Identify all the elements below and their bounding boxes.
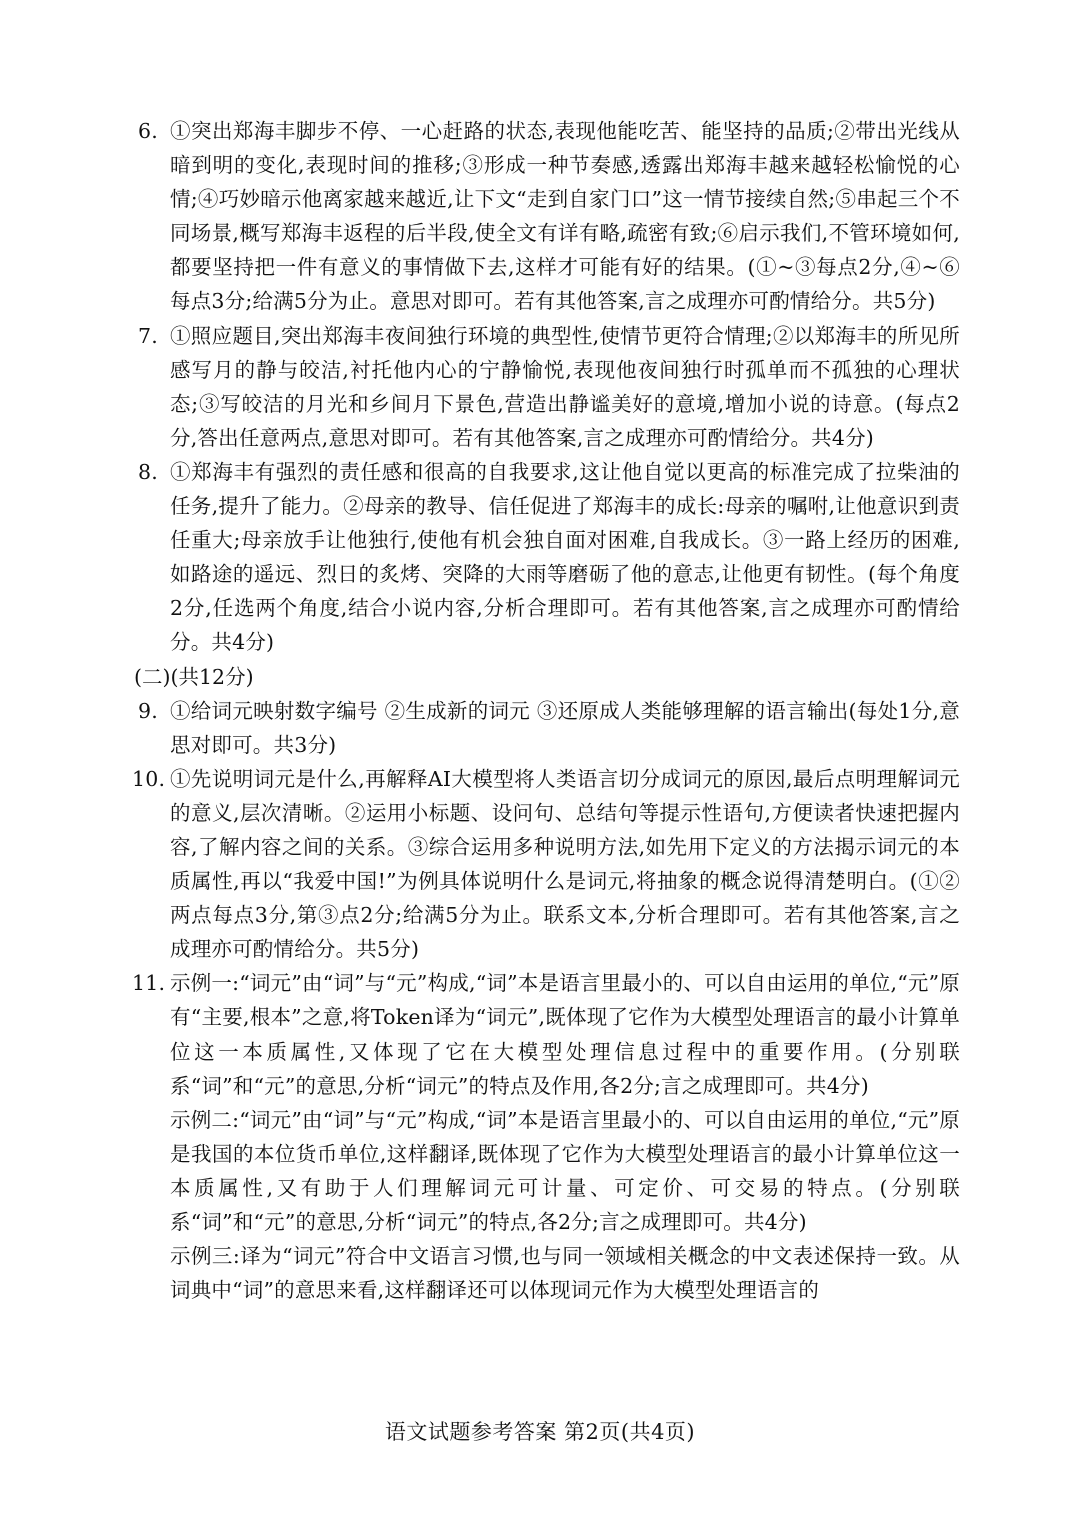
item-number: 7. <box>138 323 158 348</box>
example-one-text: 示例一:“词元”由“词”与“元”构成,“词”本是语言里最小的、可以自由运用的单位,“元”原有“主要,根本”之意,将Token译为“词元”,既体现了它作为大模型处理语言的最小计算单位这一本质属性,又体现了它在大模型处理信息过程中的重要作用。(分别联系“词”和“元”的意思,分析“词元”的特点及作用,各2分;言之成理即可。共4分) <box>170 971 960 1098</box>
item-number: 9. <box>138 698 158 723</box>
answer-item-6 <box>138 114 960 319</box>
item-number: 6. <box>138 119 158 143</box>
item-number: 8. <box>138 459 158 484</box>
answer-item-10 <box>132 762 960 967</box>
item-number: 11. <box>132 971 166 996</box>
item-text: ①先说明词元是什么,再解释AI大模型将人类语言切分成词元的原因,最后点明理解词元的意义,层次清晰。②运用小标题、设问句、总结句等提示性语句,方便读者快速把握内容,了解内容之间的关系。③综合运用多种说明方法,如先用下定义的方法揭示词元的本质属性,再以“我爱中国!”为例具体说明什么是词元,将抽象的概念说得清楚明白。(①②两点每点3分,第③点2分;给满5分为止。联系文本,分析合理即可。若有其他答案,言之成理亦可酌情给分。共5分) <box>170 766 960 962</box>
example-two-text: 示例二:“词元”由“词”与“元”构成,“词”本是语言里最小的、可以自由运用的单位,“元”原是我国的本位货币单位,这样翻译,既体现了它作为大模型处理语言的最小计算单位这一本质属性,又有助于人们理解词元可计量、可定价、可交易的特点。(分别联系“词”和“元”的意思,分析“词元”的特点,各2分;言之成理即可。共4分) <box>170 1107 960 1234</box>
page-content <box>132 114 960 1307</box>
answer-item-7 <box>138 319 960 455</box>
example-three-text: 示例三:译为“词元”符合中文语言习惯,也与同一领域相关概念的中文表述保持一致。从词典中“词”的意思来看,这样翻译还可以体现词元作为大模型处理语言的 <box>170 1244 960 1303</box>
answer-item-9 <box>138 694 960 762</box>
item-text: ①突出郑海丰脚步不停、一心赶路的状态,表现他能吃苦、能坚持的品质;②带出光线从暗到明的变化,表现时间的推移;③形成一种节奏感,透露出郑海丰越来越轻松愉悦的心情;④巧妙暗示他离家越来越近,让下文“走到自家门口”这一情节接续自然;⑤串起三个不同场景,概写郑海丰返程的后半段,使全文有详有略,疏密有致;⑥启示我们,不管环境如何,都要坚持把一件有意义的事情做下去,这样才可能有好的结果。(①~③每点2分,④~⑥每点3分;给满5分为止。意思对即可。若有其他答案,言之成理亦可酌情给分。共5分) <box>170 119 960 314</box>
item-text: ①郑海丰有强烈的责任感和很高的自我要求,这让他自觉以更高的标准完成了拉柴油的任务,提升了能力。②母亲的教导、信任促进了郑海丰的成长:母亲的嘱咐,让他意识到责任重大;母亲放手让他独行,使他有机会独自面对困难,自我成长。③一路上经历的困难,如路途的遥远、烈日的炙烤、突降的大雨等磨砺了他的意志,让他更有韧性。(每个角度2分,任选两个角度,结合小说内容,分析合理即可。若有其他答案,言之成理亦可酌情给分。共4分) <box>170 459 960 655</box>
item-number: 10. <box>132 766 166 791</box>
item-text: ①给词元映射数字编号 ②生成新的词元 ③还原成人类能够理解的语言输出(每处1分,意思对即可。共3分) <box>170 698 960 757</box>
section-heading: (二)(共12分) <box>134 664 254 689</box>
answer-item-11 <box>132 966 960 1307</box>
item-text: ①照应题目,突出郑海丰夜间独行环境的典型性,使情节更符合情理;②以郑海丰的所见所感写月的静与皎洁,衬托他内心的宁静愉悦,表现他夜间独行时孤单而不孤独的心理状态;③写皎洁的月光和乡间月下景色,营造出静谧美好的意境,增加小说的诗意。(每点2分,答出任意两点,意思对即可。若有其他答案,言之成理亦可酌情给分。共4分) <box>170 323 960 450</box>
answer-item-8 <box>138 455 960 660</box>
page-footer: 语文试题参考答案 第2页(共4页) <box>384 1420 696 1444</box>
